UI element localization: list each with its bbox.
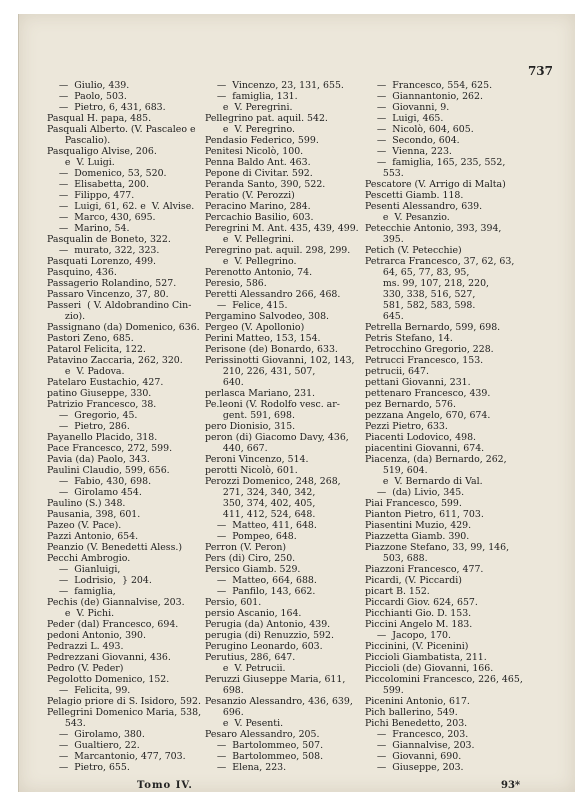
- index-entry: Pedro (V. Peder): [47, 663, 124, 674]
- index-entry: Peregrino pat. aquil. 298, 299.: [205, 245, 351, 256]
- index-entry: Perugia (da) Antonio, 439.: [205, 619, 331, 630]
- index-entry: — Matteo, 411, 648.: [205, 520, 317, 531]
- index-entry: perlasca Mariano, 231.: [205, 388, 316, 399]
- index-entry: Perisone (de) Bonardo, 633.: [205, 344, 338, 355]
- index-entry: pez Bernardo, 576.: [365, 399, 456, 410]
- index-entry: Pelagio priore di S. Isidoro, 592.: [47, 696, 201, 707]
- index-entry: Pichi Benedetto, 203.: [365, 718, 468, 729]
- index-entry: Pasquali Alberto. (V. Pascaleo e: [47, 124, 196, 135]
- index-entry: — Felice, 415.: [205, 300, 288, 311]
- index-entry: Peresio, 586.: [205, 278, 267, 289]
- index-entry: — Nicolò, 604, 605.: [365, 124, 474, 135]
- index-entry: Perron (V. Peron): [205, 542, 287, 553]
- index-entry: Patrizio Francesco, 38.: [47, 399, 157, 410]
- index-entry: — Pietro, 655.: [47, 762, 130, 773]
- index-entry: — Marco, 430, 695.: [47, 212, 156, 223]
- index-entry: Piccioli Giambatista, 211.: [365, 652, 487, 663]
- index-entry: e V. Peregrino.: [205, 124, 295, 135]
- index-entry: Pedrazzi L. 493.: [47, 641, 124, 652]
- index-entry: Peranda Santo, 390, 522.: [205, 179, 326, 190]
- index-entry: Patavino Zaccaria, 262, 320.: [47, 355, 183, 366]
- index-entry: Peretti Alessandro 266, 468.: [205, 289, 341, 300]
- index-entry: — Luigi, 465.: [365, 113, 444, 124]
- index-entry: — Gianluigi,: [47, 564, 121, 575]
- index-entry: Pedrezzani Giovanni, 436.: [47, 652, 171, 663]
- index-entry: — Elisabetta, 200.: [47, 179, 150, 190]
- index-entry: — Matteo, 664, 688.: [205, 575, 317, 586]
- index-entry: Petich (V. Petecchie): [365, 245, 462, 256]
- index-entry: 210, 226, 431, 507,: [205, 366, 316, 377]
- index-entry: Petrella Bernardo, 599, 698.: [365, 322, 501, 333]
- index-entry: zio).: [47, 311, 86, 322]
- index-entry: Picchianti Gio. D. 153.: [365, 608, 472, 619]
- index-column-right: [365, 80, 523, 773]
- index-entry: Pazzi Antonio, 654.: [47, 531, 139, 542]
- index-entry: Pescetti Giamb. 118.: [365, 190, 464, 201]
- index-entry: — Marino, 54.: [47, 223, 130, 234]
- index-entry: — Secondo, 604.: [365, 135, 460, 146]
- index-entry: — Giannalvise, 203.: [365, 740, 475, 751]
- index-entry: gent. 591, 698.: [205, 410, 295, 421]
- index-entry: Pechis (de) Giannalvise, 203.: [47, 597, 185, 608]
- index-entry: — famiglia, 131.: [205, 91, 298, 102]
- index-entry: Payanello Placido, 318.: [47, 432, 158, 443]
- index-entry: perotti Nicolò, 601.: [205, 465, 298, 476]
- index-entry: Picardi, (V. Piccardi): [365, 575, 462, 586]
- index-entry: Piasentini Muzio, 429.: [365, 520, 472, 531]
- index-entry: 440, 667.: [205, 443, 268, 454]
- index-entry: Piacenza, (da) Bernardo, 262,: [365, 454, 507, 465]
- index-entry: Persio, 601.: [205, 597, 262, 608]
- index-entry: Paulini Claudio, 599, 656.: [47, 465, 170, 476]
- index-entry: Petrarca Francesco, 37, 62, 63,: [365, 256, 515, 267]
- index-entry: 698.: [205, 685, 244, 696]
- index-entry: Piccardi Giov. 624, 657.: [365, 597, 478, 608]
- index-entry: — Gualtiero, 22.: [47, 740, 140, 751]
- index-entry: e V. Petrucii.: [205, 663, 286, 674]
- index-entry: Pasqualin de Boneto, 322.: [47, 234, 171, 245]
- index-entry: Piccinini, (V. Picenini): [365, 641, 469, 652]
- index-entry: 395.: [365, 234, 404, 245]
- index-entry: Pasquati Lorenzo, 499.: [47, 256, 157, 267]
- index-entry: — Gregorio, 45.: [47, 410, 138, 421]
- index-entry: Percachio Basilio, 603.: [205, 212, 314, 223]
- index-entry: e V. Pesanzio.: [365, 212, 450, 223]
- index-entry: 519, 604.: [365, 465, 428, 476]
- index-entry: — (da) Livio, 345.: [365, 487, 465, 498]
- index-entry: — Girolamo 454.: [47, 487, 142, 498]
- index-entry: 599.: [365, 685, 404, 696]
- index-entry: Piacenti Lodovico, 498.: [365, 432, 477, 443]
- index-entry: e V. Pesenti.: [205, 718, 284, 729]
- index-entry: Peratio (V. Perozzi): [205, 190, 295, 201]
- index-entry: — Giannantonio, 262.: [365, 91, 483, 102]
- index-entry: Peracino Marino, 284.: [205, 201, 311, 212]
- index-entry: — Pompeo, 648.: [205, 531, 297, 542]
- index-entry: pettenaro Francesco, 439.: [365, 388, 491, 399]
- index-entry: — Giovanni, 690.: [365, 751, 462, 762]
- index-entry: Passeri ( V. Aldobrandino Cin-: [47, 300, 192, 311]
- index-entry: — Vienna, 223.: [365, 146, 452, 157]
- index-entry: Pascalio).: [47, 135, 111, 146]
- index-entry: ms. 99, 107, 218, 220,: [365, 278, 490, 289]
- index-entry: Patarol Felicita, 122.: [47, 344, 146, 355]
- index-entry: — Paolo, 503.: [47, 91, 127, 102]
- index-entry: Pastori Zeno, 685.: [47, 333, 134, 344]
- index-entry: — Giulio, 439.: [47, 80, 130, 91]
- index-entry: e V. Pellegrino.: [205, 256, 297, 267]
- index-entry: Petecchie Antonio, 393, 394,: [365, 223, 502, 234]
- index-entry: Penitesi Nicolò, 100.: [205, 146, 304, 157]
- index-entry: Pellegrino pat. aquil. 542.: [205, 113, 328, 124]
- index-entry: — Giovanni, 9.: [365, 102, 450, 113]
- index-entry: Perenotto Antonio, 74.: [205, 267, 313, 278]
- index-entry: Peanzio (V. Benedetti Aless.): [47, 542, 183, 553]
- index-entry: Pers (di) Ciro, 250.: [205, 553, 296, 564]
- signature-mark: 93*: [501, 780, 521, 791]
- index-entry: peron (di) Giacomo Davy, 436,: [205, 432, 349, 443]
- index-entry: — Marcantonio, 477, 703.: [47, 751, 186, 762]
- index-entry: Piccioli (de) Giovanni, 166.: [365, 663, 494, 674]
- index-entry: Pace Francesco, 272, 599.: [47, 443, 173, 454]
- index-entry: Pesanzio Alessandro, 436, 639,: [205, 696, 353, 707]
- index-entry: Pich ballerino, 549.: [365, 707, 458, 718]
- index-column-middle: [205, 80, 363, 773]
- index-entry: Piccolomini Francesco, 226, 465,: [365, 674, 523, 685]
- index-entry: e V. Luigi.: [47, 157, 115, 168]
- index-entry: 553.: [365, 168, 404, 179]
- index-entry: 64, 65, 77, 83, 95,: [365, 267, 470, 278]
- index-entry: — Domenico, 53, 520.: [47, 168, 167, 179]
- index-entry: Pesaro Alessandro, 205.: [205, 729, 320, 740]
- index-entry: Piai Francesco, 599.: [365, 498, 462, 509]
- index-entry: — famiglia,: [47, 586, 116, 597]
- index-entry: — Fabio, 430, 698.: [47, 476, 152, 487]
- index-entry: Petrucci Francesco, 153.: [365, 355, 484, 366]
- index-entry: Petrocchino Gregorio, 228.: [365, 344, 494, 355]
- index-entry: — Pietro, 6, 431, 683.: [47, 102, 166, 113]
- index-entry: Pergamino Salvodeo, 308.: [205, 311, 330, 322]
- index-entry: e V. Bernardo di Val.: [365, 476, 483, 487]
- index-entry: — Giuseppe, 203.: [365, 762, 464, 773]
- index-entry: 645.: [365, 311, 404, 322]
- index-entry: Pasqual H. papa, 485.: [47, 113, 152, 124]
- index-entry: — murato, 322, 323.: [47, 245, 160, 256]
- index-entry: e V. Pichi.: [47, 608, 115, 619]
- index-entry: pezzana Angelo, 670, 674.: [365, 410, 491, 421]
- index-entry: — famiglia, 165, 235, 552,: [365, 157, 506, 168]
- index-entry: Pergeo (V. Apollonio): [205, 322, 305, 333]
- index-entry: Pepone di Civitar. 592.: [205, 168, 313, 179]
- index-entry: Peder (dal) Francesco, 694.: [47, 619, 179, 630]
- index-entry: Perozzi Domenico, 248, 268,: [205, 476, 341, 487]
- index-entry: — Jacopo, 170.: [365, 630, 451, 641]
- index-entry: Pezzi Pietro, 633.: [365, 421, 448, 432]
- index-entry: pedoni Antonio, 390.: [47, 630, 146, 641]
- index-entry: — Pietro, 286.: [47, 421, 130, 432]
- index-entry: Pendasio Federico, 599.: [205, 135, 319, 146]
- index-entry: Pavia (da) Paolo, 343.: [47, 454, 150, 465]
- index-entry: Piccini Angelo M. 183.: [365, 619, 473, 630]
- index-entry: Passagerio Rolandino, 527.: [47, 278, 177, 289]
- index-entry: Patelaro Eustachio, 427.: [47, 377, 164, 388]
- index-entry: Piazzetta Giamb. 390.: [365, 531, 470, 542]
- index-column-left: [47, 80, 205, 773]
- index-entry: Passignano (da) Domenico, 636.: [47, 322, 200, 333]
- index-entry: — Girolamo, 380.: [47, 729, 145, 740]
- index-entry: Peruzzi Giuseppe Maria, 611,: [205, 674, 346, 685]
- index-entry: e V. Pellegrini.: [205, 234, 294, 245]
- index-entry: Peregrini M. Ant. 435, 439, 499.: [205, 223, 359, 234]
- index-entry: pero Dionisio, 315.: [205, 421, 296, 432]
- index-entry: Perugino Leonardo, 603.: [205, 641, 323, 652]
- index-entry: persio Ascanio, 164.: [205, 608, 302, 619]
- index-entry: Persico Giamb. 529.: [205, 564, 301, 575]
- index-entry: Petris Stefano, 14.: [365, 333, 453, 344]
- index-entry: 330, 338, 516, 527,: [365, 289, 476, 300]
- page-number: 737: [527, 64, 553, 78]
- index-entry: — Francesco, 203.: [365, 729, 469, 740]
- index-entry: Pasqualigo Alvise, 206.: [47, 146, 157, 157]
- index-entry: 411, 412, 524, 648.: [205, 509, 316, 520]
- index-entry: Peroni Vincenzo, 514.: [205, 454, 309, 465]
- index-entry: Pasquino, 436.: [47, 267, 117, 278]
- index-entry: Pe.leoni (V. Rodolfo vesc. ar-: [205, 399, 340, 410]
- index-entry: — Panfilo, 143, 662.: [205, 586, 316, 597]
- index-entry: Pellegrini Domenico Maria, 538,: [47, 707, 202, 718]
- index-entry: 696.: [205, 707, 244, 718]
- index-entry: — Elena, 223.: [205, 762, 287, 773]
- index-entry: 271, 324, 340, 342,: [205, 487, 316, 498]
- index-entry: Perini Matteo, 153, 154.: [205, 333, 321, 344]
- index-entry: Pegolotto Domenico, 152.: [47, 674, 170, 685]
- index-entry: Perissinotti Giovanni, 102, 143,: [205, 355, 355, 366]
- index-entry: Paulino (S.) 348.: [47, 498, 126, 509]
- index-entry: — Bartolommeo, 508.: [205, 751, 324, 762]
- index-entry: — Filippo, 477.: [47, 190, 135, 201]
- index-entry: — Felicita, 99.: [47, 685, 131, 696]
- index-entry: perugia (di) Renuzzio, 592.: [205, 630, 334, 641]
- index-entry: 640.: [205, 377, 244, 388]
- index-entry: Pescatore (V. Arrigo di Malta): [365, 179, 506, 190]
- book-page: [18, 14, 575, 792]
- index-entry: 543.: [47, 718, 86, 729]
- index-entry: Passaro Vincenzo, 37, 80.: [47, 289, 169, 300]
- index-entry: picart B. 152.: [365, 586, 430, 597]
- index-entry: — Lodrisio, } 204.: [47, 575, 152, 586]
- index-entry: pettani Giovanni, 231.: [365, 377, 471, 388]
- index-entry: Piazzone Stefano, 33, 99, 146,: [365, 542, 510, 553]
- index-entry: petrucii, 647.: [365, 366, 429, 377]
- index-entry: Pecchi Ambrogio.: [47, 553, 131, 564]
- index-entry: e V. Padova.: [47, 366, 125, 377]
- index-entry: piacentini Giovanni, 674.: [365, 443, 485, 454]
- index-entry: 503, 688.: [365, 553, 428, 564]
- index-entry: 350, 374, 402, 405,: [205, 498, 316, 509]
- volume-label: Tomo IV.: [137, 780, 193, 791]
- index-entry: Pazeo (V. Pace).: [47, 520, 122, 531]
- index-entry: — Vincenzo, 23, 131, 655.: [205, 80, 344, 91]
- index-entry: 581, 582, 583, 598.: [365, 300, 476, 311]
- index-entry: Piazzoni Francesco, 477.: [365, 564, 484, 575]
- index-entry: — Bartolommeo, 507.: [205, 740, 324, 751]
- index-entry: Perutius, 286, 647.: [205, 652, 296, 663]
- index-entry: — Luigi, 61, 62. e V. Alvise.: [47, 201, 195, 212]
- index-entry: e V. Peregrini.: [205, 102, 293, 113]
- index-entry: Pianton Pietro, 611, 703.: [365, 509, 484, 520]
- index-entry: Pausania, 398, 601.: [47, 509, 141, 520]
- index-entry: Penna Baldo Ant. 463.: [205, 157, 311, 168]
- index-entry: Picenini Antonio, 617.: [365, 696, 470, 707]
- index-entry: — Francesco, 554, 625.: [365, 80, 493, 91]
- index-entry: patino Giuseppe, 330.: [47, 388, 152, 399]
- index-entry: Pesenti Alessandro, 639.: [365, 201, 483, 212]
